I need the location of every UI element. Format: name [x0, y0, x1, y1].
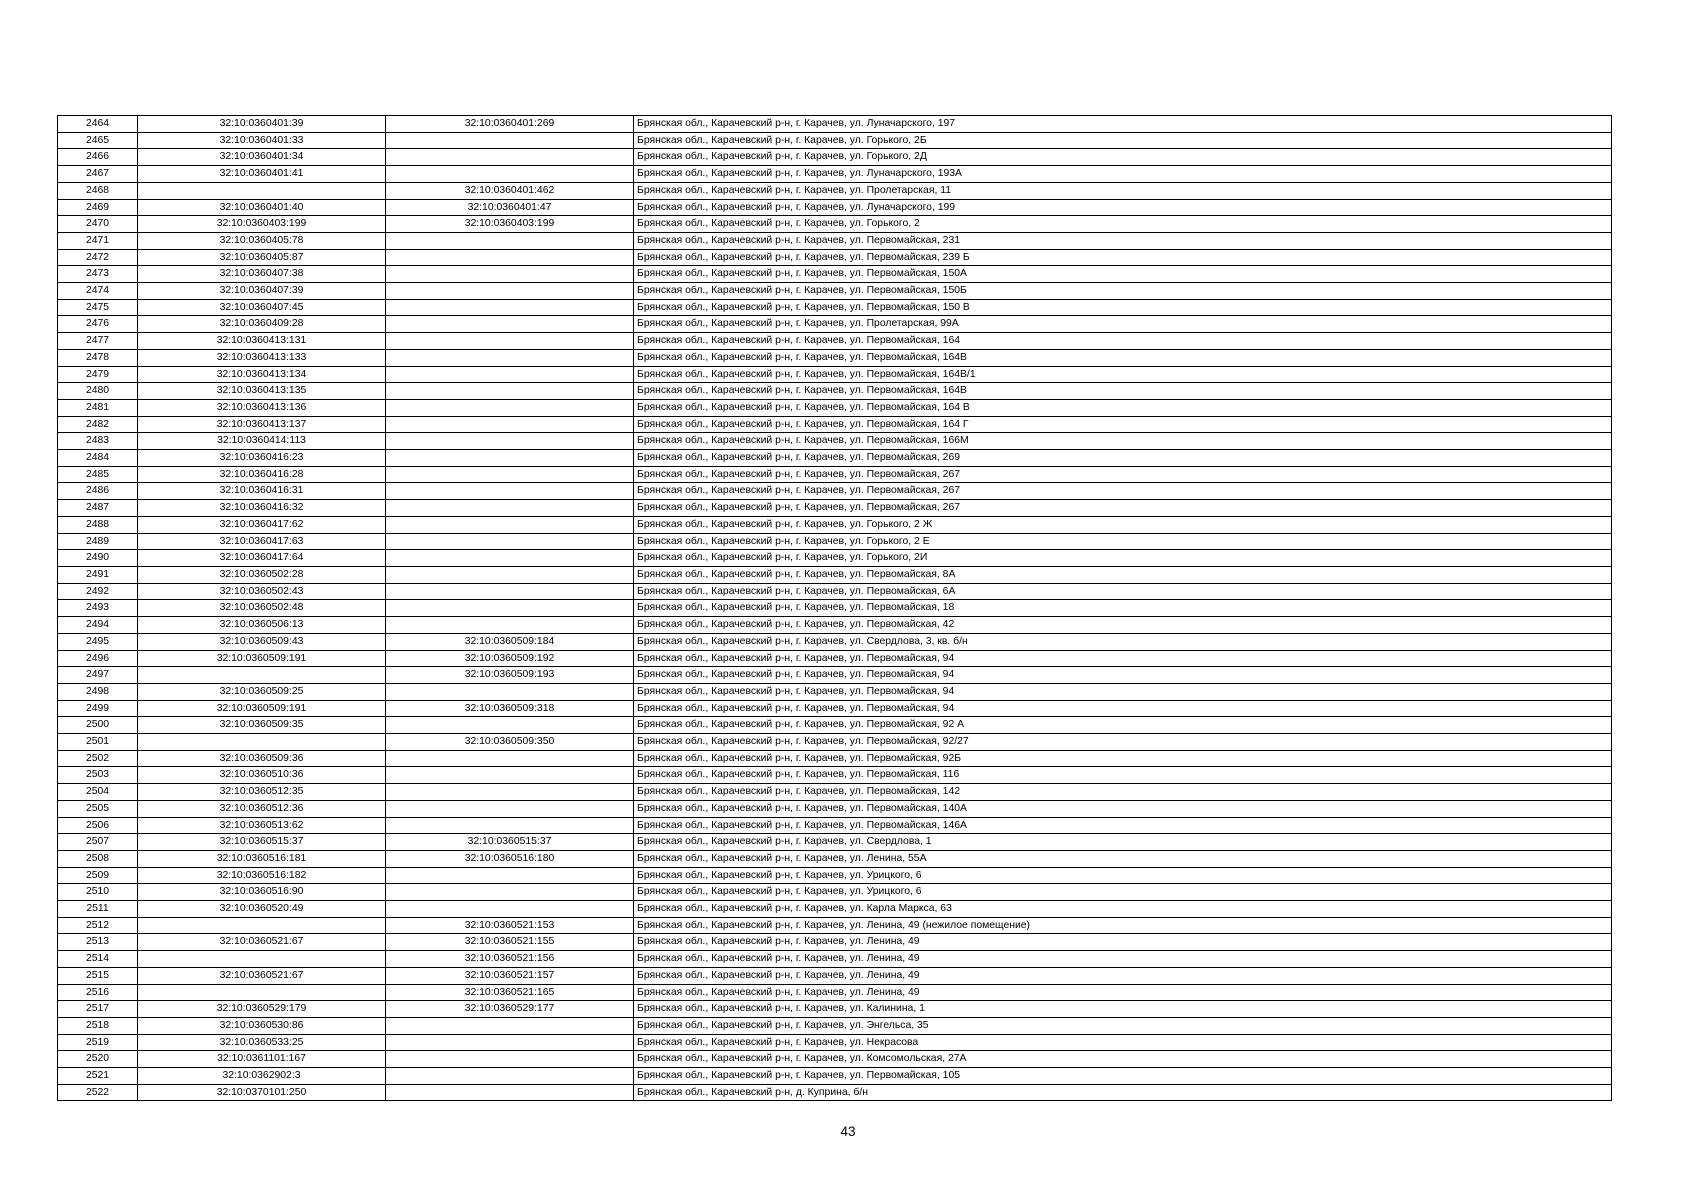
row-number-cell: 2480	[58, 383, 138, 400]
building-cadastral-number-cell	[386, 283, 634, 300]
address-cell: Брянская обл., Карачевский р-н, г. Карачев, ул. Первомайская, 267	[634, 466, 1612, 483]
table-row	[58, 566, 1612, 583]
address-cell: Брянская обл., Карачевский р-н, г. Карачев, ул. Некрасова	[634, 1034, 1612, 1051]
address-cell: Брянская обл., Карачевский р-н, г. Карачев, ул. Первомайская, 8А	[634, 566, 1612, 583]
table-row	[58, 901, 1612, 918]
land-cadastral-number-cell: 32:10:0370101:250	[138, 1084, 386, 1101]
row-number-cell: 2504	[58, 784, 138, 801]
address-cell: Брянская обл., Карачевский р-н, г. Карачев, ул. Карла Маркса, 63	[634, 901, 1612, 918]
address-cell: Брянская обл., Карачевский р-н, г. Карачев, ул. Урицкого, 6	[634, 884, 1612, 901]
building-cadastral-number-cell: 32:10:0360521:157	[386, 967, 634, 984]
building-cadastral-number-cell	[386, 416, 634, 433]
building-cadastral-number-cell	[386, 817, 634, 834]
table-row	[58, 316, 1612, 333]
land-cadastral-number-cell: 32:10:0360416:23	[138, 450, 386, 467]
land-cadastral-number-cell: 32:10:0360407:45	[138, 299, 386, 316]
land-cadastral-number-cell: 32:10:0360512:36	[138, 800, 386, 817]
row-number-cell: 2516	[58, 984, 138, 1001]
table-row	[58, 433, 1612, 450]
address-cell: Брянская обл., Карачевский р-н, г. Карачев, ул. Первомайская, 150А	[634, 266, 1612, 283]
building-cadastral-number-cell	[386, 901, 634, 918]
row-number-cell: 2473	[58, 266, 138, 283]
table-row	[58, 583, 1612, 600]
row-number-cell: 2507	[58, 834, 138, 851]
address-cell: Брянская обл., Карачевский р-н, г. Карачев, ул. Свердлова, 3, кв. б/н	[634, 633, 1612, 650]
row-number-cell: 2520	[58, 1051, 138, 1068]
building-cadastral-number-cell	[386, 149, 634, 166]
building-cadastral-number-cell	[386, 800, 634, 817]
building-cadastral-number-cell	[386, 316, 634, 333]
building-cadastral-number-cell	[386, 483, 634, 500]
building-cadastral-number-cell	[386, 516, 634, 533]
row-number-cell: 2511	[58, 901, 138, 918]
building-cadastral-number-cell	[386, 717, 634, 734]
land-cadastral-number-cell: 32:10:0360417:63	[138, 533, 386, 550]
building-cadastral-number-cell	[386, 1051, 634, 1068]
building-cadastral-number-cell	[386, 1017, 634, 1034]
land-cadastral-number-cell: 32:10:0360521:67	[138, 934, 386, 951]
land-cadastral-number-cell: 32:10:0360409:28	[138, 316, 386, 333]
land-cadastral-number-cell: 32:10:0360516:90	[138, 884, 386, 901]
building-cadastral-number-cell: 32:10:0360401:462	[386, 182, 634, 199]
address-cell: Брянская обл., Карачевский р-н, г. Карачев, ул. Первомайская, 92/27	[634, 734, 1612, 751]
row-number-cell: 2495	[58, 633, 138, 650]
row-number-cell: 2484	[58, 450, 138, 467]
table-row	[58, 216, 1612, 233]
address-cell: Брянская обл., Карачевский р-н, г. Карачев, ул. Горького, 2Б	[634, 132, 1612, 149]
registry-table	[57, 115, 1612, 1101]
row-number-cell: 2519	[58, 1034, 138, 1051]
address-cell: Брянская обл., Карачевский р-н, д. Куприна, б/н	[634, 1084, 1612, 1101]
building-cadastral-number-cell	[386, 683, 634, 700]
address-cell: Брянская обл., Карачевский р-н, г. Карачев, ул. Первомайская, 239 Б	[634, 249, 1612, 266]
table-row	[58, 934, 1612, 951]
building-cadastral-number-cell	[386, 349, 634, 366]
building-cadastral-number-cell: 32:10:0360509:184	[386, 633, 634, 650]
row-number-cell: 2467	[58, 166, 138, 183]
row-number-cell: 2517	[58, 1001, 138, 1018]
table-row	[58, 550, 1612, 567]
land-cadastral-number-cell: 32:10:0360413:131	[138, 333, 386, 350]
row-number-cell: 2509	[58, 867, 138, 884]
land-cadastral-number-cell: 32:10:0360401:39	[138, 116, 386, 133]
address-cell: Брянская обл., Карачевский р-н, г. Карачев, ул. Энгельса, 35	[634, 1017, 1612, 1034]
table-row	[58, 600, 1612, 617]
row-number-cell: 2496	[58, 650, 138, 667]
row-number-cell: 2522	[58, 1084, 138, 1101]
row-number-cell: 2518	[58, 1017, 138, 1034]
land-cadastral-number-cell	[138, 984, 386, 1001]
land-cadastral-number-cell: 32:10:0360407:39	[138, 283, 386, 300]
table-row	[58, 617, 1612, 634]
land-cadastral-number-cell: 32:10:0360413:134	[138, 366, 386, 383]
row-number-cell: 2491	[58, 566, 138, 583]
row-number-cell: 2505	[58, 800, 138, 817]
row-number-cell: 2510	[58, 884, 138, 901]
table-row	[58, 667, 1612, 684]
row-number-cell: 2466	[58, 149, 138, 166]
address-cell: Брянская обл., Карачевский р-н, г. Карачев, ул. Горького, 2Д	[634, 149, 1612, 166]
row-number-cell: 2485	[58, 466, 138, 483]
table-row	[58, 266, 1612, 283]
address-cell: Брянская обл., Карачевский р-н, г. Карачев, ул. Ленина, 49	[634, 951, 1612, 968]
land-cadastral-number-cell: 32:10:0360416:28	[138, 466, 386, 483]
address-cell: Брянская обл., Карачевский р-н, г. Карачев, ул. Первомайская, 94	[634, 667, 1612, 684]
row-number-cell: 2508	[58, 850, 138, 867]
building-cadastral-number-cell	[386, 583, 634, 600]
row-number-cell: 2488	[58, 516, 138, 533]
building-cadastral-number-cell: 32:10:0360521:155	[386, 934, 634, 951]
land-cadastral-number-cell: 32:10:0360530:86	[138, 1017, 386, 1034]
building-cadastral-number-cell	[386, 1034, 634, 1051]
table-row	[58, 1017, 1612, 1034]
table-row	[58, 299, 1612, 316]
row-number-cell: 2515	[58, 967, 138, 984]
table-row	[58, 500, 1612, 517]
row-number-cell: 2472	[58, 249, 138, 266]
address-cell: Брянская обл., Карачевский р-н, г. Карачев, ул. Первомайская, 269	[634, 450, 1612, 467]
table-row	[58, 850, 1612, 867]
address-cell: Брянская обл., Карачевский р-н, г. Карачев, ул. Первомайская, 150Б	[634, 283, 1612, 300]
address-cell: Брянская обл., Карачевский р-н, г. Карачев, ул. Первомайская, 92Б	[634, 750, 1612, 767]
table-row	[58, 967, 1612, 984]
land-cadastral-number-cell: 32:10:0360413:135	[138, 383, 386, 400]
table-row	[58, 717, 1612, 734]
registry-table-body	[58, 116, 1612, 1101]
address-cell: Брянская обл., Карачевский р-н, г. Карачев, ул. Первомайская, 164В	[634, 383, 1612, 400]
building-cadastral-number-cell	[386, 566, 634, 583]
address-cell: Брянская обл., Карачевский р-н, г. Карачев, ул. Горького, 2	[634, 216, 1612, 233]
address-cell: Брянская обл., Карачевский р-н, г. Карачев, ул. Свердлова, 1	[634, 834, 1612, 851]
table-row	[58, 416, 1612, 433]
row-number-cell: 2494	[58, 617, 138, 634]
address-cell: Брянская обл., Карачевский р-н, г. Карачев, ул. Первомайская, 42	[634, 617, 1612, 634]
land-cadastral-number-cell: 32:10:0360512:35	[138, 784, 386, 801]
address-cell: Брянская обл., Карачевский р-н, г. Карачев, ул. Первомайская, 92 А	[634, 717, 1612, 734]
building-cadastral-number-cell: 32:10:0360521:165	[386, 984, 634, 1001]
row-number-cell: 2506	[58, 817, 138, 834]
building-cadastral-number-cell: 32:10:0360521:156	[386, 951, 634, 968]
row-number-cell: 2471	[58, 232, 138, 249]
row-number-cell: 2501	[58, 734, 138, 751]
table-row	[58, 750, 1612, 767]
table-row	[58, 767, 1612, 784]
table-row	[58, 132, 1612, 149]
row-number-cell: 2489	[58, 533, 138, 550]
address-cell: Брянская обл., Карачевский р-н, г. Карачев, ул. Первомайская, 94	[634, 700, 1612, 717]
table-row	[58, 399, 1612, 416]
building-cadastral-number-cell: 32:10:0360401:47	[386, 199, 634, 216]
table-row	[58, 1001, 1612, 1018]
building-cadastral-number-cell	[386, 466, 634, 483]
building-cadastral-number-cell	[386, 533, 634, 550]
row-number-cell: 2470	[58, 216, 138, 233]
address-cell: Брянская обл., Карачевский р-н, г. Карачев, ул. Урицкого, 6	[634, 867, 1612, 884]
address-cell: Брянская обл., Карачевский р-н, г. Карачев, ул. Первомайская, 146А	[634, 817, 1612, 834]
row-number-cell: 2492	[58, 583, 138, 600]
row-number-cell: 2477	[58, 333, 138, 350]
address-cell: Брянская обл., Карачевский р-н, г. Карачев, ул. Первомайская, 105	[634, 1068, 1612, 1085]
row-number-cell: 2481	[58, 399, 138, 416]
building-cadastral-number-cell	[386, 399, 634, 416]
building-cadastral-number-cell: 32:10:0360509:318	[386, 700, 634, 717]
land-cadastral-number-cell: 32:10:0360413:137	[138, 416, 386, 433]
land-cadastral-number-cell: 32:10:0360413:133	[138, 349, 386, 366]
address-cell: Брянская обл., Карачевский р-н, г. Карачев, ул. Первомайская, 116	[634, 767, 1612, 784]
address-cell: Брянская обл., Карачевский р-н, г. Карачев, ул. Первомайская, 6А	[634, 583, 1612, 600]
land-cadastral-number-cell: 32:10:0360502:28	[138, 566, 386, 583]
address-cell: Брянская обл., Карачевский р-н, г. Карачев, ул. Горького, 2 Ж	[634, 516, 1612, 533]
land-cadastral-number-cell: 32:10:0360509:191	[138, 650, 386, 667]
row-number-cell: 2513	[58, 934, 138, 951]
address-cell: Брянская обл., Карачевский р-н, г. Карачев, ул. Комсомольская, 27А	[634, 1051, 1612, 1068]
land-cadastral-number-cell: 32:10:0360529:179	[138, 1001, 386, 1018]
building-cadastral-number-cell	[386, 884, 634, 901]
table-row	[58, 450, 1612, 467]
table-row	[58, 1034, 1612, 1051]
land-cadastral-number-cell: 32:10:0360401:40	[138, 199, 386, 216]
table-row	[58, 333, 1612, 350]
table-row	[58, 1051, 1612, 1068]
building-cadastral-number-cell	[386, 132, 634, 149]
building-cadastral-number-cell: 32:10:0360516:180	[386, 850, 634, 867]
table-row	[58, 366, 1612, 383]
table-row	[58, 516, 1612, 533]
address-cell: Брянская обл., Карачевский р-н, г. Карачев, ул. Первомайская, 164В/1	[634, 366, 1612, 383]
address-cell: Брянская обл., Карачевский р-н, г. Карачев, ул. Первомайская, 142	[634, 784, 1612, 801]
land-cadastral-number-cell: 32:10:0360516:181	[138, 850, 386, 867]
table-row	[58, 166, 1612, 183]
address-cell: Брянская обл., Карачевский р-н, г. Карачев, ул. Первомайская, 94	[634, 650, 1612, 667]
table-row	[58, 884, 1612, 901]
row-number-cell: 2478	[58, 349, 138, 366]
land-cadastral-number-cell: 32:10:0360502:48	[138, 600, 386, 617]
building-cadastral-number-cell	[386, 450, 634, 467]
table-row	[58, 867, 1612, 884]
row-number-cell: 2514	[58, 951, 138, 968]
table-row	[58, 784, 1612, 801]
table-row	[58, 349, 1612, 366]
row-number-cell: 2500	[58, 717, 138, 734]
table-row	[58, 951, 1612, 968]
row-number-cell: 2521	[58, 1068, 138, 1085]
address-cell: Брянская обл., Карачевский р-н, г. Карачев, ул. Первомайская, 164 В	[634, 399, 1612, 416]
table-row	[58, 533, 1612, 550]
table-row	[58, 650, 1612, 667]
land-cadastral-number-cell: 32:10:0361101:167	[138, 1051, 386, 1068]
address-cell: Брянская обл., Карачевский р-н, г. Карачев, ул. Первомайская, 18	[634, 600, 1612, 617]
address-cell: Брянская обл., Карачевский р-н, г. Карачев, ул. Первомайская, 267	[634, 500, 1612, 517]
address-cell: Брянская обл., Карачевский р-н, г. Карачев, ул. Ленина, 49	[634, 984, 1612, 1001]
table-row	[58, 182, 1612, 199]
address-cell: Брянская обл., Карачевский р-н, г. Карачев, ул. Первомайская, 140А	[634, 800, 1612, 817]
land-cadastral-number-cell: 32:10:0360401:34	[138, 149, 386, 166]
address-cell: Брянская обл., Карачевский р-н, г. Карачев, ул. Первомайская, 164	[634, 333, 1612, 350]
table-row	[58, 800, 1612, 817]
building-cadastral-number-cell	[386, 600, 634, 617]
table-row	[58, 232, 1612, 249]
land-cadastral-number-cell: 32:10:0360521:67	[138, 967, 386, 984]
land-cadastral-number-cell: 32:10:0360401:41	[138, 166, 386, 183]
address-cell: Брянская обл., Карачевский р-н, г. Карачев, ул. Горького, 2 Е	[634, 533, 1612, 550]
land-cadastral-number-cell: 32:10:0360405:87	[138, 249, 386, 266]
address-cell: Брянская обл., Карачевский р-н, г. Карачев, ул. Горького, 2И	[634, 550, 1612, 567]
land-cadastral-number-cell: 32:10:0360403:199	[138, 216, 386, 233]
land-cadastral-number-cell: 32:10:0360509:35	[138, 717, 386, 734]
building-cadastral-number-cell: 32:10:0360401:269	[386, 116, 634, 133]
table-row	[58, 700, 1612, 717]
address-cell: Брянская обл., Карачевский р-н, г. Карачев, ул. Первомайская, 164 Г	[634, 416, 1612, 433]
row-number-cell: 2482	[58, 416, 138, 433]
table-row	[58, 149, 1612, 166]
land-cadastral-number-cell: 32:10:0360413:136	[138, 399, 386, 416]
address-cell: Брянская обл., Карачевский р-н, г. Карачев, ул. Ленина, 49	[634, 934, 1612, 951]
land-cadastral-number-cell: 32:10:0360407:38	[138, 266, 386, 283]
table-row	[58, 817, 1612, 834]
address-cell: Брянская обл., Карачевский р-н, г. Карачев, ул. Первомайская, 94	[634, 683, 1612, 700]
row-number-cell: 2499	[58, 700, 138, 717]
building-cadastral-number-cell: 32:10:0360509:192	[386, 650, 634, 667]
table-row	[58, 116, 1612, 133]
building-cadastral-number-cell	[386, 1084, 634, 1101]
row-number-cell: 2493	[58, 600, 138, 617]
land-cadastral-number-cell: 32:10:0360509:191	[138, 700, 386, 717]
building-cadastral-number-cell	[386, 500, 634, 517]
table-row	[58, 283, 1612, 300]
table-row	[58, 917, 1612, 934]
building-cadastral-number-cell	[386, 299, 634, 316]
row-number-cell: 2503	[58, 767, 138, 784]
building-cadastral-number-cell	[386, 867, 634, 884]
building-cadastral-number-cell	[386, 767, 634, 784]
address-cell: Брянская обл., Карачевский р-н, г. Карачев, ул. Первомайская, 166М	[634, 433, 1612, 450]
address-cell: Брянская обл., Карачевский р-н, г. Карачев, ул. Первомайская, 150 В	[634, 299, 1612, 316]
building-cadastral-number-cell: 32:10:0360403:199	[386, 216, 634, 233]
address-cell: Брянская обл., Карачевский р-н, г. Карачев, ул. Пролетарская, 99А	[634, 316, 1612, 333]
row-number-cell: 2498	[58, 683, 138, 700]
address-cell: Брянская обл., Карачевский р-н, г. Карачев, ул. Первомайская, 267	[634, 483, 1612, 500]
row-number-cell: 2468	[58, 182, 138, 199]
table-row	[58, 1084, 1612, 1101]
building-cadastral-number-cell	[386, 383, 634, 400]
table-row	[58, 1068, 1612, 1085]
land-cadastral-number-cell: 32:10:0360416:31	[138, 483, 386, 500]
land-cadastral-number-cell: 32:10:0360509:36	[138, 750, 386, 767]
address-cell: Брянская обл., Карачевский р-н, г. Карачев, ул. Луначарского, 193А	[634, 166, 1612, 183]
land-cadastral-number-cell: 32:10:0360416:32	[138, 500, 386, 517]
table-row	[58, 633, 1612, 650]
table-row	[58, 984, 1612, 1001]
building-cadastral-number-cell	[386, 1068, 634, 1085]
address-cell: Брянская обл., Карачевский р-н, г. Карачев, ул. Первомайская, 164В	[634, 349, 1612, 366]
land-cadastral-number-cell: 32:10:0360510:36	[138, 767, 386, 784]
building-cadastral-number-cell: 32:10:0360509:193	[386, 667, 634, 684]
page-number: 43	[840, 1124, 856, 1139]
table-row	[58, 483, 1612, 500]
address-cell: Брянская обл., Карачевский р-н, г. Карачев, ул. Луначарского, 197	[634, 116, 1612, 133]
address-cell: Брянская обл., Карачевский р-н, г. Карачев, ул. Луначарского, 199	[634, 199, 1612, 216]
building-cadastral-number-cell	[386, 232, 634, 249]
land-cadastral-number-cell: 32:10:0360506:13	[138, 617, 386, 634]
land-cadastral-number-cell	[138, 182, 386, 199]
building-cadastral-number-cell	[386, 166, 634, 183]
building-cadastral-number-cell: 32:10:0360529:177	[386, 1001, 634, 1018]
table-row	[58, 383, 1612, 400]
row-number-cell: 2490	[58, 550, 138, 567]
row-number-cell: 2474	[58, 283, 138, 300]
land-cadastral-number-cell	[138, 734, 386, 751]
land-cadastral-number-cell	[138, 667, 386, 684]
row-number-cell: 2469	[58, 199, 138, 216]
table-row	[58, 834, 1612, 851]
land-cadastral-number-cell: 32:10:0360417:62	[138, 516, 386, 533]
building-cadastral-number-cell	[386, 333, 634, 350]
address-cell: Брянская обл., Карачевский р-н, г. Карачев, ул. Первомайская, 231	[634, 232, 1612, 249]
land-cadastral-number-cell	[138, 917, 386, 934]
table-row	[58, 466, 1612, 483]
building-cadastral-number-cell	[386, 617, 634, 634]
land-cadastral-number-cell: 32:10:0360513:62	[138, 817, 386, 834]
address-cell: Брянская обл., Карачевский р-н, г. Карачев, ул. Пролетарская, 11	[634, 182, 1612, 199]
land-cadastral-number-cell: 32:10:0360520:49	[138, 901, 386, 918]
building-cadastral-number-cell	[386, 550, 634, 567]
row-number-cell: 2483	[58, 433, 138, 450]
land-cadastral-number-cell: 32:10:0360509:43	[138, 633, 386, 650]
row-number-cell: 2475	[58, 299, 138, 316]
row-number-cell: 2512	[58, 917, 138, 934]
building-cadastral-number-cell: 32:10:0360515:37	[386, 834, 634, 851]
table-row	[58, 199, 1612, 216]
address-cell: Брянская обл., Карачевский р-н, г. Карачев, ул. Ленина, 49	[634, 967, 1612, 984]
building-cadastral-number-cell: 32:10:0360509:350	[386, 734, 634, 751]
land-cadastral-number-cell: 32:10:0360509:25	[138, 683, 386, 700]
address-cell: Брянская обл., Карачевский р-н, г. Карачев, ул. Ленина, 49 (нежилое помещение)	[634, 917, 1612, 934]
row-number-cell: 2465	[58, 132, 138, 149]
table-row	[58, 249, 1612, 266]
row-number-cell: 2479	[58, 366, 138, 383]
row-number-cell: 2487	[58, 500, 138, 517]
land-cadastral-number-cell: 32:10:0360417:64	[138, 550, 386, 567]
building-cadastral-number-cell	[386, 750, 634, 767]
row-number-cell: 2502	[58, 750, 138, 767]
land-cadastral-number-cell: 32:10:0362902:3	[138, 1068, 386, 1085]
land-cadastral-number-cell: 32:10:0360401:33	[138, 132, 386, 149]
row-number-cell: 2464	[58, 116, 138, 133]
land-cadastral-number-cell: 32:10:0360533:25	[138, 1034, 386, 1051]
table-row	[58, 734, 1612, 751]
building-cadastral-number-cell	[386, 366, 634, 383]
building-cadastral-number-cell: 32:10:0360521:153	[386, 917, 634, 934]
building-cadastral-number-cell	[386, 784, 634, 801]
land-cadastral-number-cell: 32:10:0360515:37	[138, 834, 386, 851]
building-cadastral-number-cell	[386, 433, 634, 450]
address-cell: Брянская обл., Карачевский р-н, г. Карачев, ул. Калинина, 1	[634, 1001, 1612, 1018]
land-cadastral-number-cell: 32:10:0360405:78	[138, 232, 386, 249]
row-number-cell: 2476	[58, 316, 138, 333]
building-cadastral-number-cell	[386, 266, 634, 283]
address-cell: Брянская обл., Карачевский р-н, г. Карачев, ул. Ленина, 55А	[634, 850, 1612, 867]
land-cadastral-number-cell: 32:10:0360516:182	[138, 867, 386, 884]
row-number-cell: 2486	[58, 483, 138, 500]
land-cadastral-number-cell: 32:10:0360414:113	[138, 433, 386, 450]
row-number-cell: 2497	[58, 667, 138, 684]
building-cadastral-number-cell	[386, 249, 634, 266]
land-cadastral-number-cell	[138, 951, 386, 968]
table-row	[58, 683, 1612, 700]
land-cadastral-number-cell: 32:10:0360502:43	[138, 583, 386, 600]
